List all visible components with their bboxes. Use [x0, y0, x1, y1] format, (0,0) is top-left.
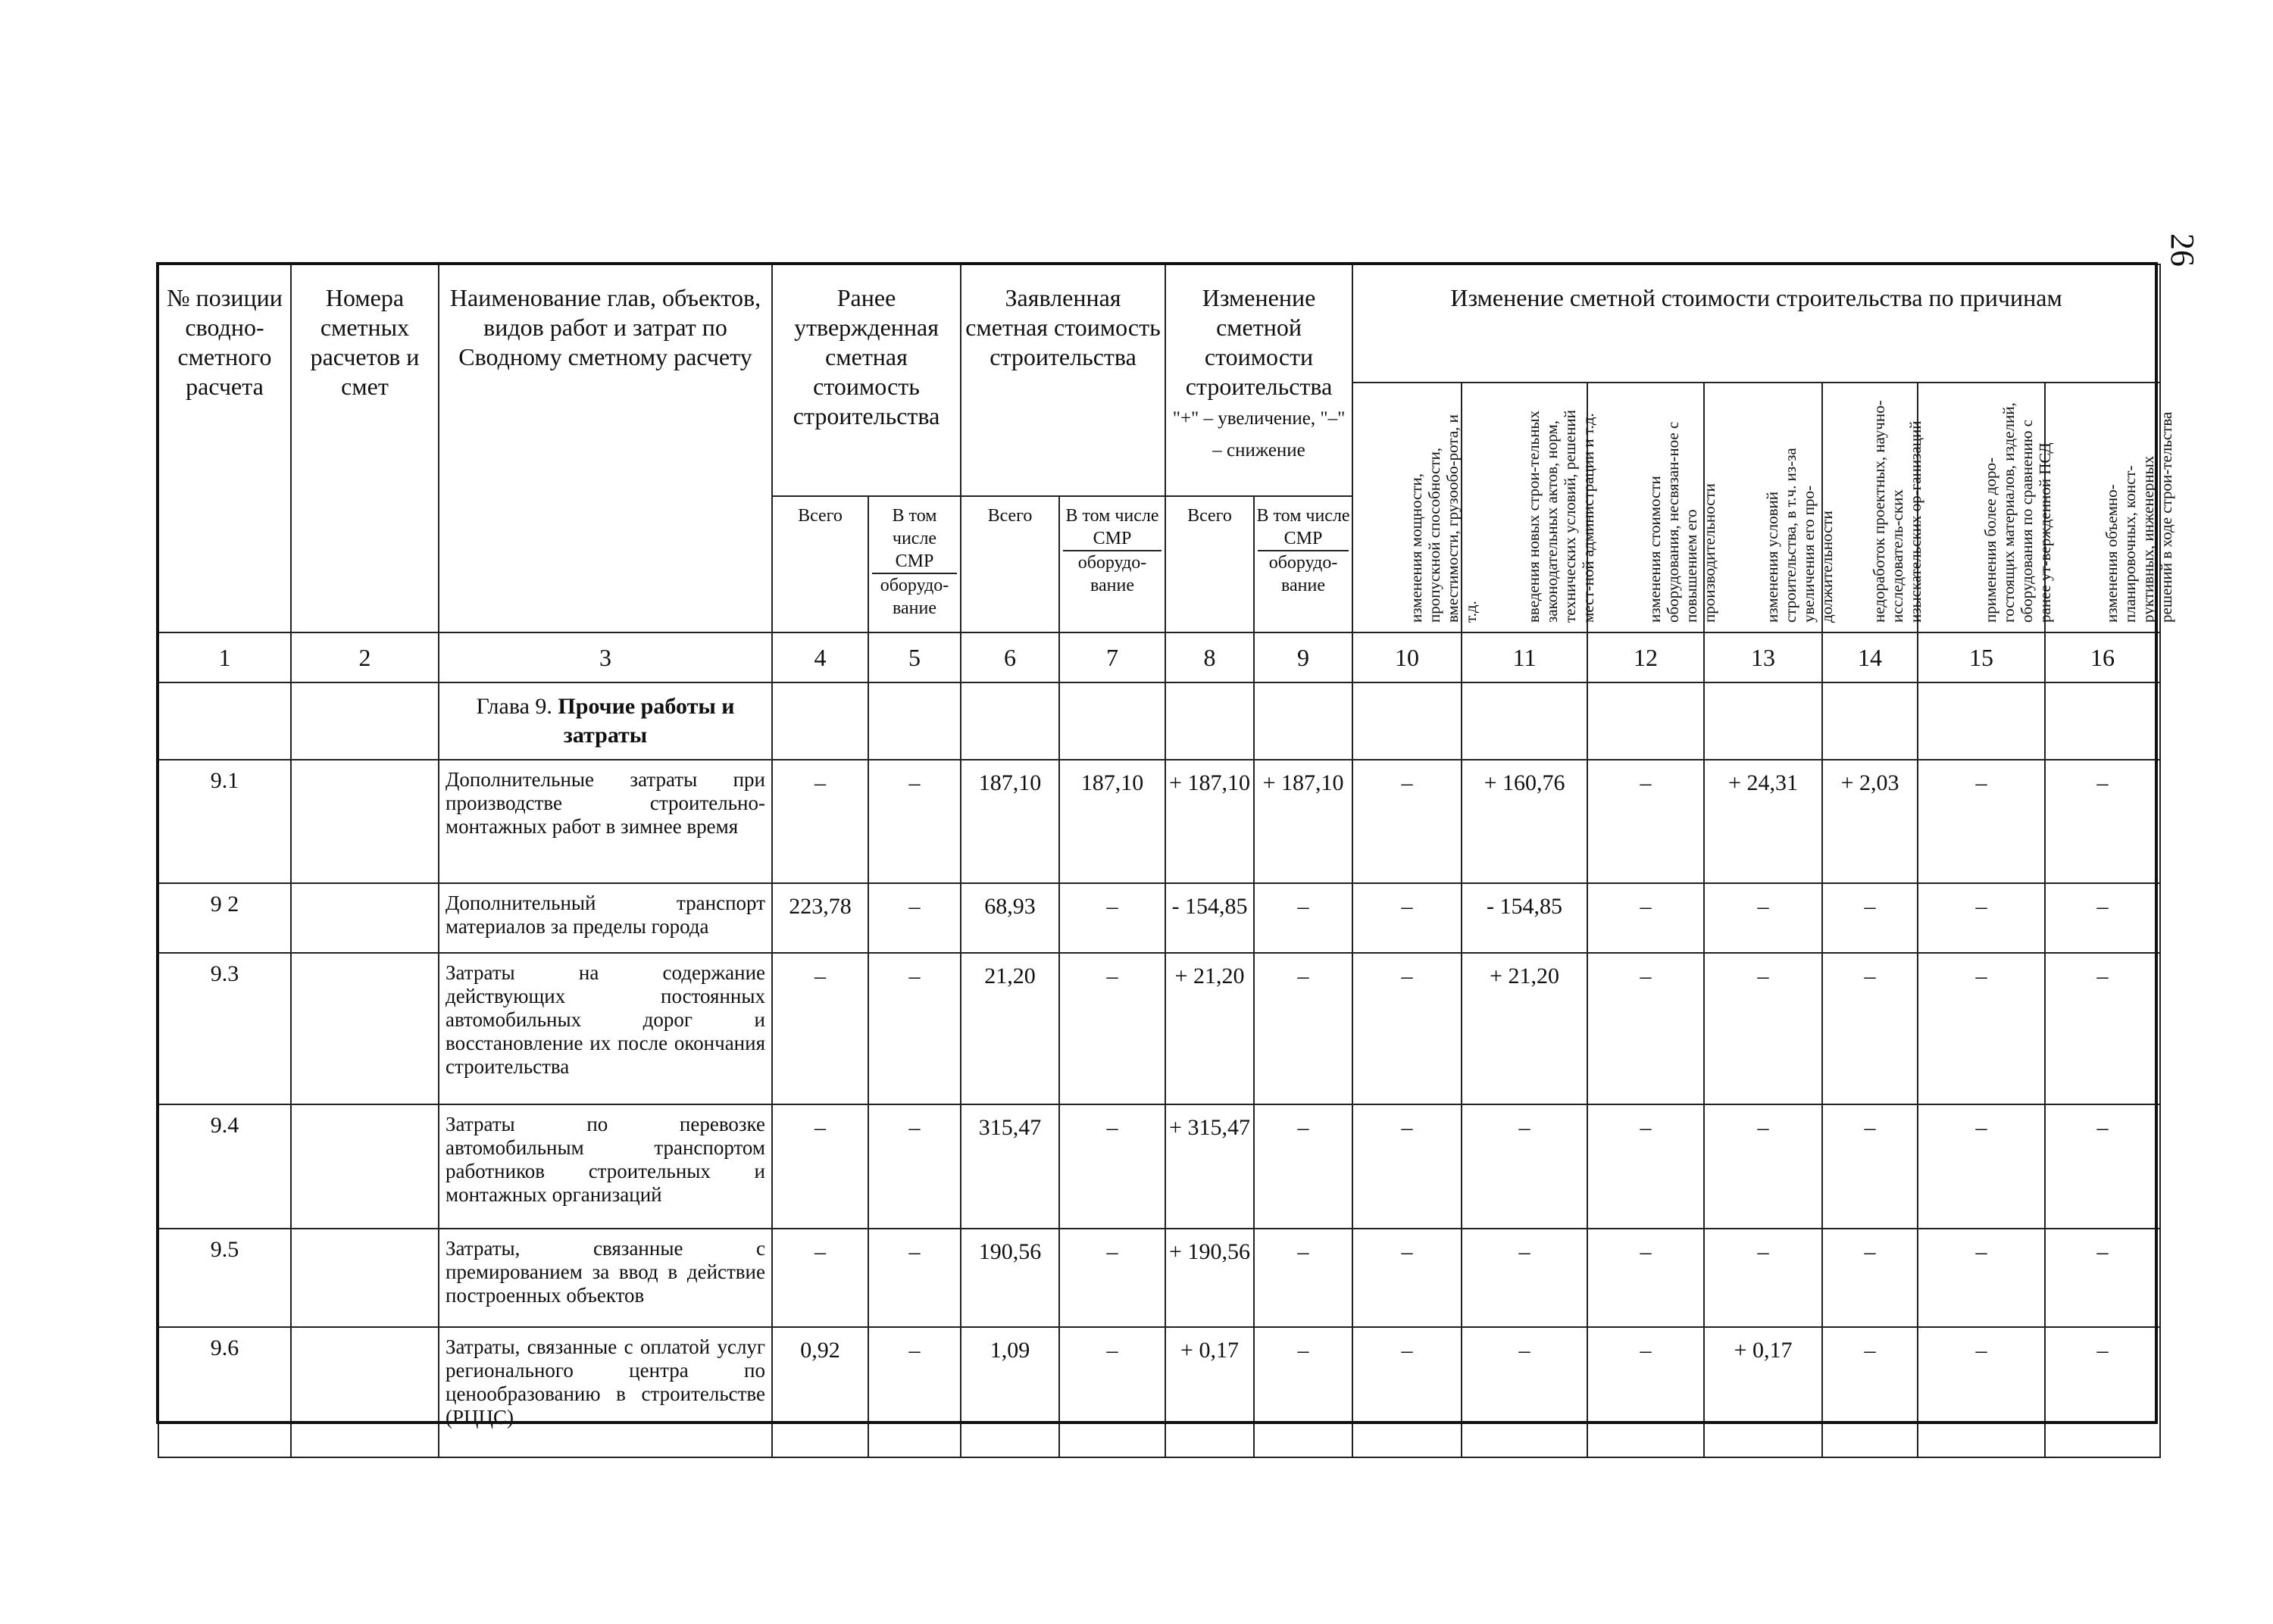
declared-total-cell: 68,93: [961, 883, 1059, 953]
prev-total-cell: –: [772, 1104, 868, 1229]
subheader-including: В том числе СМР оборудо-вание: [1254, 496, 1352, 632]
reason-legislation-cell: –: [1462, 1229, 1587, 1327]
reason-conditions-cell: + 24,31: [1704, 760, 1822, 883]
header-cost-change-title: Изменение сметной стоимости строительства: [1185, 284, 1333, 400]
col-number: 16: [2045, 632, 2160, 682]
position-cell: 9.6: [158, 1327, 291, 1457]
col-number: 7: [1059, 632, 1165, 682]
prev-smr-cell: –: [868, 1104, 961, 1229]
header-previous-cost: Ранее утвержденная сметная стоимость строительства: [772, 264, 961, 496]
prev-total-cell: 0,92: [772, 1327, 868, 1457]
reason-design-flaws-cell: –: [1822, 883, 1918, 953]
prev-smr-cell: –: [868, 1327, 961, 1457]
prev-smr-cell: –: [868, 953, 961, 1104]
col-number: 2: [291, 632, 439, 682]
col-number: 14: [1822, 632, 1918, 682]
subheader-total: Всего: [1165, 496, 1254, 632]
reason-equipment-cell: –: [1587, 953, 1704, 1104]
position-cell: 9.5: [158, 1229, 291, 1327]
prev-total-cell: –: [772, 1229, 868, 1327]
declared-smr-cell: –: [1059, 953, 1165, 1104]
change-smr-cell: –: [1254, 883, 1352, 953]
subheader-total: Всего: [772, 496, 868, 632]
reason-equipment-cost: изменения стоимости оборудования, несвязан-ное с повышением его производительности: [1587, 383, 1704, 632]
reason-conditions-cell: –: [1704, 1229, 1822, 1327]
prev-smr-cell: –: [868, 1229, 961, 1327]
position-cell: 9 2: [158, 883, 291, 953]
col-number: 4: [772, 632, 868, 682]
reason-design-changes-cell: –: [2045, 1104, 2160, 1229]
reason-design-flaws-cell: –: [1822, 1327, 1918, 1457]
position-cell: 9.3: [158, 953, 291, 1104]
reason-capacity-cell: –: [1352, 883, 1462, 953]
reason-design-flaws-cell: + 2,03: [1822, 760, 1918, 883]
col-number: 15: [1918, 632, 2045, 682]
change-smr-cell: –: [1254, 1104, 1352, 1229]
reason-conditions-cell: –: [1704, 953, 1822, 1104]
declared-smr-cell: –: [1059, 1104, 1165, 1229]
reason-conditions-cell: –: [1704, 883, 1822, 953]
reason-materials-cell: –: [1918, 1229, 2045, 1327]
change-smr-cell: –: [1254, 953, 1352, 1104]
header-position: № позиции сводно-сметного расчета: [158, 264, 291, 632]
table-row: [158, 953, 2160, 1104]
col-number: 6: [961, 632, 1059, 682]
reason-materials-cell: –: [1918, 953, 2045, 1104]
prev-total-cell: –: [772, 953, 868, 1104]
estimate-number-cell: [291, 1327, 439, 1457]
subheader-total: Всего: [961, 496, 1059, 632]
col-number: 10: [1352, 632, 1462, 682]
change-total-cell: - 154,85: [1165, 883, 1254, 953]
col-number: 12: [1587, 632, 1704, 682]
reason-design-changes-cell: –: [2045, 1327, 2160, 1457]
reason-equipment-cell: –: [1587, 883, 1704, 953]
estimate-number-cell: [291, 1229, 439, 1327]
reason-legislation-cell: –: [1462, 1104, 1587, 1229]
reason-conditions-cell: + 0,17: [1704, 1327, 1822, 1457]
chapter-prefix: Глава 9.: [476, 694, 552, 719]
change-total-cell: + 21,20: [1165, 953, 1254, 1104]
item-name-cell: Затраты по перевозке автомобильным транспортом работников строительных и монтажных организаций: [439, 1104, 772, 1229]
reason-equipment-cell: –: [1587, 760, 1704, 883]
col-number: 5: [868, 632, 961, 682]
reason-legislation-cell: + 21,20: [1462, 953, 1587, 1104]
change-smr-cell: + 187,10: [1254, 760, 1352, 883]
reason-equipment-cell: –: [1587, 1327, 1704, 1457]
subheader-including: В том числе СМР оборудо-вание: [1059, 496, 1165, 632]
prev-smr-cell: –: [868, 883, 961, 953]
reason-design-flaws: недоработок проектных, научно-исследователь-ских изыскательских ор-ганизаций: [1822, 383, 1918, 632]
item-name-cell: Затраты на содержание действующих постоянных автомобильных дорог и восстановление их после окончания строительства: [439, 953, 772, 1104]
reason-design-changes-cell: –: [2045, 883, 2160, 953]
col-number: 9: [1254, 632, 1352, 682]
prev-total-cell: –: [772, 760, 868, 883]
reason-design-flaws-cell: –: [1822, 1104, 1918, 1229]
header-cost-change: [1165, 264, 1352, 496]
reason-capacity: изменения мощности, пропускной способности, вместимости, грузообо-рота, и т.д.: [1352, 383, 1462, 632]
prev-total-cell: 223,78: [772, 883, 868, 953]
table-row: [158, 1327, 2160, 1457]
table-row: [158, 1229, 2160, 1327]
estimate-number-cell: [291, 1104, 439, 1229]
reason-design-changes: изменения объемно-планировочных, конст-руктивных, инженерных решений в ходе строи-тельства: [2045, 383, 2160, 632]
reason-capacity-cell: –: [1352, 953, 1462, 1104]
reason-legislation-cell: + 160,76: [1462, 760, 1587, 883]
reason-design-changes-cell: –: [2045, 1229, 2160, 1327]
reason-materials-cell: –: [1918, 760, 2045, 883]
subheader-including: В том числе СМР оборудо-вание: [868, 496, 961, 632]
declared-smr-cell: –: [1059, 1229, 1165, 1327]
item-name-cell: Дополнительные затраты при производстве строительно-монтажных работ в зимнее время: [439, 760, 772, 883]
reason-conditions: изменения условий строительства, в т.ч. из-за увеличения его про-должительности: [1704, 383, 1822, 632]
header-cost-change-note: "+" – увеличение, "–" – снижение: [1172, 408, 1346, 461]
header-reasons: Изменение сметной стоимости строительства по причинам: [1352, 264, 2160, 383]
estimate-number-cell: [291, 953, 439, 1104]
reason-capacity-cell: –: [1352, 1229, 1462, 1327]
chapter-title: Прочие работы и затраты: [558, 694, 735, 748]
reason-design-changes-cell: –: [2045, 953, 2160, 1104]
position-cell: 9.1: [158, 760, 291, 883]
reason-equipment-cell: –: [1587, 1229, 1704, 1327]
item-name-cell: Дополнительный транспорт материалов за пределы города: [439, 883, 772, 953]
declared-total-cell: 21,20: [961, 953, 1059, 1104]
reason-materials-cell: –: [1918, 883, 2045, 953]
col-number: 11: [1462, 632, 1587, 682]
prev-smr-cell: –: [868, 760, 961, 883]
declared-smr-cell: –: [1059, 883, 1165, 953]
declared-smr-cell: –: [1059, 1327, 1165, 1457]
header-estimate-numbers: Номера сметных расчетов и смет: [291, 264, 439, 632]
change-smr-cell: –: [1254, 1229, 1352, 1327]
position-cell: 9.4: [158, 1104, 291, 1229]
item-name-cell: Затраты, связанные с оплатой услуг регионального центра по ценообразованию в строительстве (РЦЦС): [439, 1327, 772, 1457]
change-total-cell: + 190,56: [1165, 1229, 1254, 1327]
reason-capacity-cell: –: [1352, 1104, 1462, 1229]
chapter-heading: [439, 682, 772, 760]
col-number: 3: [439, 632, 772, 682]
declared-total-cell: 187,10: [961, 760, 1059, 883]
reason-legislation-cell: –: [1462, 1327, 1587, 1457]
reason-materials-cell: –: [1918, 1104, 2045, 1229]
col-number: 8: [1165, 632, 1254, 682]
estimate-change-table: [158, 264, 2176, 1458]
col-number: 13: [1704, 632, 1822, 682]
reason-capacity-cell: –: [1352, 760, 1462, 883]
reason-capacity-cell: –: [1352, 1327, 1462, 1457]
reason-equipment-cell: –: [1587, 1104, 1704, 1229]
declared-total-cell: 190,56: [961, 1229, 1059, 1327]
reason-legislation-cell: - 154,85: [1462, 883, 1587, 953]
reason-design-flaws-cell: –: [1822, 1229, 1918, 1327]
declared-smr-cell: 187,10: [1059, 760, 1165, 883]
col-number: 1: [158, 632, 291, 682]
table-row: [158, 760, 2160, 883]
reason-materials-cell: –: [1918, 1327, 2045, 1457]
reason-design-changes-cell: –: [2045, 760, 2160, 883]
change-total-cell: + 187,10: [1165, 760, 1254, 883]
reason-conditions-cell: –: [1704, 1104, 1822, 1229]
item-name-cell: Затраты, связанные с премированием за ввод в действие построенных объектов: [439, 1229, 772, 1327]
header-name: Наименование глав, объектов, видов работ и затрат по Сводному сметному расчету: [439, 264, 772, 632]
change-total-cell: + 0,17: [1165, 1327, 1254, 1457]
reason-legislation: введения новых строи-тельных законодательных актов, норм, технических условий, решений мест-ной администрации и т.д.: [1462, 383, 1587, 632]
declared-total-cell: 315,47: [961, 1104, 1059, 1229]
estimate-number-cell: [291, 760, 439, 883]
reason-expensive-materials: применения более доро-гостоящих материалов, изделий, оборудования по сравнению с ранее ут-вержденной ПСД: [1918, 383, 2045, 632]
change-smr-cell: –: [1254, 1327, 1352, 1457]
declared-total-cell: 1,09: [961, 1327, 1059, 1457]
page-number: 26: [2164, 233, 2201, 267]
estimate-number-cell: [291, 883, 439, 953]
reason-design-flaws-cell: –: [1822, 953, 1918, 1104]
change-total-cell: + 315,47: [1165, 1104, 1254, 1229]
table-row: [158, 1104, 2160, 1229]
table-row: [158, 883, 2160, 953]
header-declared-cost: Заявленная сметная стоимость строительства: [961, 264, 1165, 496]
